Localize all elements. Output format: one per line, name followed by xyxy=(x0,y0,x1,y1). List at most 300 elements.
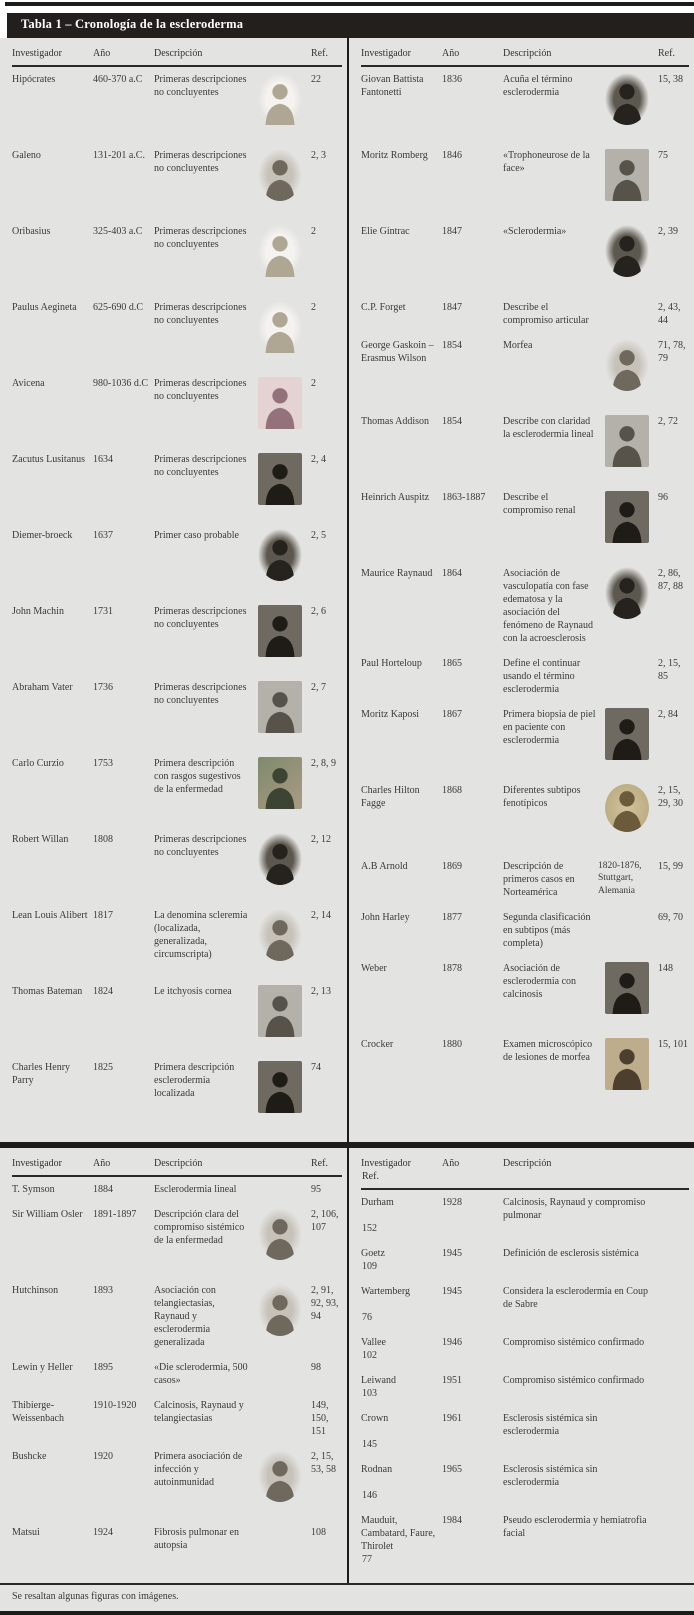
table-row xyxy=(361,703,689,779)
ref-cell: 22 xyxy=(311,74,321,85)
portrait-silhouette-icon xyxy=(263,611,297,657)
ref-cell: 152 xyxy=(362,1223,377,1234)
description-cell: Primeras descripciones no concluyentes xyxy=(154,834,247,858)
quadrant-rows xyxy=(361,68,689,1109)
year-cell: 1824 xyxy=(93,986,113,997)
ref-cell: 146 xyxy=(362,1490,377,1501)
year-cell: 1865 xyxy=(442,658,462,669)
year-cell: 325-403 a.C xyxy=(93,226,143,237)
extra-note-cell: 1820-1876, Stuttgart, Alemania xyxy=(598,861,642,896)
portrait-image-sepia xyxy=(605,1038,649,1090)
portrait-cell xyxy=(602,301,652,327)
investigator-cell: Weber xyxy=(361,963,387,974)
ref-cell: 2 xyxy=(311,226,316,237)
investigator-cell: Carlo Curzio xyxy=(12,758,64,769)
portrait-cell xyxy=(255,149,305,213)
ref-cell: 2, 8, 9 xyxy=(311,758,336,769)
portrait-silhouette-icon xyxy=(610,714,644,760)
column-header-investigator: Investigador xyxy=(12,48,62,59)
portrait-image-sketch xyxy=(258,73,302,125)
portrait-cell xyxy=(255,1399,305,1438)
investigator-cell: Lean Louis Alibert xyxy=(12,910,88,921)
year-cell: 1893 xyxy=(93,1285,113,1296)
investigator-cell: Vallee xyxy=(361,1337,386,1348)
ref-cell: 2, 39 xyxy=(658,226,678,237)
description-cell: Considera la esclerodermia en Coup de Sabre xyxy=(503,1286,648,1310)
description-cell: Calcinosis, Raynaud y telangiectasias xyxy=(154,1400,244,1424)
year-cell: 1877 xyxy=(442,912,462,923)
ref-cell: 2, 14 xyxy=(311,910,331,921)
column-header-description: Descripción xyxy=(503,1158,552,1169)
description-cell: Primera descripción esclerodermia localizada xyxy=(154,1062,235,1099)
portrait-cell xyxy=(602,657,652,696)
investigator-cell: Thomas Bateman xyxy=(12,986,83,997)
table-section-bottom xyxy=(0,1148,694,1583)
portrait-cell xyxy=(255,1183,305,1196)
portrait-image-vignette xyxy=(258,149,302,201)
year-cell: 1854 xyxy=(442,416,462,427)
investigator-cell: Rodnan xyxy=(361,1464,393,1475)
description-cell: Descripción clara del compromiso sistémico de la enfermedad xyxy=(154,1209,245,1246)
table-row xyxy=(361,486,689,562)
table-row xyxy=(361,144,689,220)
portrait-cell xyxy=(255,453,305,517)
table-row xyxy=(361,906,689,957)
quadrant-top-left xyxy=(0,38,347,1142)
column-header-year: Año xyxy=(442,1158,460,1169)
table-title: Tabla 1 – Cronología de la escleroderma xyxy=(21,17,244,31)
ref-cell: 96 xyxy=(658,492,668,503)
ref-cell: 95 xyxy=(311,1184,321,1195)
ref-cell: 2, 91, 92, 93, 94 xyxy=(311,1285,339,1322)
year-cell: 1847 xyxy=(442,302,462,313)
description-cell: Primera descripción con rasgos sugestivos de la enfermedad xyxy=(154,758,241,795)
ref-cell: 2, 86, 87, 88 xyxy=(658,568,683,592)
portrait-silhouette-icon xyxy=(263,459,297,505)
portrait-silhouette-icon xyxy=(263,231,297,277)
table-row xyxy=(12,1445,342,1521)
description-cell: Primeras descripciones no concluyentes xyxy=(154,74,247,98)
description-cell: Asociación de esclerodermia con calcinosis xyxy=(503,963,577,1000)
portrait-silhouette-icon xyxy=(263,155,297,201)
year-cell: 1864 xyxy=(442,568,462,579)
portrait-silhouette-icon xyxy=(610,79,644,125)
ref-cell: 2, 7 xyxy=(311,682,326,693)
portrait-image-sketch xyxy=(258,301,302,353)
ref-cell: 2 xyxy=(311,378,316,389)
table-row xyxy=(361,1242,689,1280)
year-cell: 1878 xyxy=(442,963,462,974)
table-row xyxy=(361,652,689,703)
ref-cell: 2, 15, 29, 30 xyxy=(658,785,683,809)
year-cell: 1951 xyxy=(442,1375,462,1386)
quadrant-rows xyxy=(361,1191,689,1573)
table-content xyxy=(0,38,694,1583)
year-cell: 1920 xyxy=(93,1451,113,1462)
year-cell: 625-690 d.C xyxy=(93,302,143,313)
table-section-top xyxy=(0,38,694,1142)
table-row xyxy=(361,779,689,855)
ref-cell: 2, 5 xyxy=(311,530,326,541)
portrait-cell xyxy=(602,962,652,1026)
year-cell: 1637 xyxy=(93,530,113,541)
portrait-cell xyxy=(255,1061,305,1125)
portrait-cell xyxy=(602,225,652,289)
ref-cell: 108 xyxy=(311,1527,326,1538)
table-row xyxy=(361,1458,689,1509)
quadrant-bottom-right xyxy=(347,1148,694,1583)
portrait-image-vignette xyxy=(605,339,649,391)
year-cell: 1634 xyxy=(93,454,113,465)
column-header-ref: Ref. xyxy=(311,48,328,59)
table-row xyxy=(12,980,342,1056)
ref-cell: 74 xyxy=(311,1062,321,1073)
table-row xyxy=(361,562,689,652)
description-cell: Descripción de primeros casos en Norteamérica xyxy=(503,861,575,898)
portrait-cell xyxy=(255,757,305,821)
investigator-cell: Galeno xyxy=(12,150,41,161)
investigator-cell: Heinrich Auspitz xyxy=(361,492,430,503)
table-footnote xyxy=(0,1583,694,1611)
portrait-cell xyxy=(255,909,305,973)
investigator-cell: Zacutus Lusitanus xyxy=(12,454,86,465)
column-header-investigator: Investigador xyxy=(361,48,411,59)
investigator-cell: Maurice Raynaud xyxy=(361,568,433,579)
investigator-cell: Crocker xyxy=(361,1039,394,1050)
ref-cell: 15, 101 xyxy=(658,1039,688,1050)
description-cell: Fibrosis pulmonar en autopsia xyxy=(154,1527,239,1551)
portrait-silhouette-icon xyxy=(263,1456,297,1502)
ref-cell: 75 xyxy=(658,150,668,161)
column-header-investigator: Investigador xyxy=(12,1158,62,1169)
investigator-cell: Sir William Osler xyxy=(12,1209,83,1220)
column-header-row xyxy=(12,38,342,67)
ref-cell: 76 xyxy=(362,1312,372,1323)
year-cell: 1961 xyxy=(442,1413,462,1424)
ref-cell: 2, 72 xyxy=(658,416,678,427)
portrait-silhouette-icon xyxy=(263,763,297,809)
portrait-silhouette-icon xyxy=(263,79,297,125)
portrait-cell xyxy=(255,1526,305,1552)
investigator-cell: Elie Gintrac xyxy=(361,226,410,237)
portrait-silhouette-icon xyxy=(263,307,297,353)
year-cell: 1817 xyxy=(93,910,113,921)
year-cell: 1847 xyxy=(442,226,462,237)
description-cell: Primeras descripciones no concluyentes xyxy=(154,682,247,706)
table-row xyxy=(12,372,342,448)
quadrant-bottom-left xyxy=(0,1148,347,1583)
investigator-cell: Abraham Vater xyxy=(12,682,73,693)
table-row xyxy=(361,1407,689,1458)
year-cell: 1910-1920 xyxy=(93,1400,137,1411)
portrait-image-photo-gray xyxy=(258,985,302,1037)
investigator-cell: Moritz Romberg xyxy=(361,150,428,161)
column-header-row xyxy=(361,38,689,67)
portrait-cell xyxy=(602,491,652,555)
portrait-silhouette-icon xyxy=(263,383,297,429)
table-row xyxy=(361,1191,689,1242)
portrait-cell xyxy=(657,1285,689,1311)
investigator-cell: Charles Henry Parry xyxy=(12,1062,71,1086)
ref-cell: 2, 43, 44 xyxy=(658,302,681,326)
portrait-image-photo-dark xyxy=(258,605,302,657)
portrait-image-sketch xyxy=(258,225,302,277)
portrait-image-vignette-dark xyxy=(605,567,649,619)
table-row xyxy=(12,68,342,144)
year-cell: 1753 xyxy=(93,758,113,769)
portrait-cell xyxy=(602,911,652,950)
investigator-cell: Durham xyxy=(361,1197,394,1208)
ref-cell: 145 xyxy=(362,1439,377,1450)
ref-cell: 2, 6 xyxy=(311,606,326,617)
column-header-ref: Ref. xyxy=(658,48,675,59)
table-row xyxy=(12,676,342,752)
description-cell: Examen microscópico de lesiones de morfea xyxy=(503,1039,593,1063)
table-row xyxy=(361,334,689,410)
portrait-image-color xyxy=(258,757,302,809)
portrait-cell xyxy=(255,985,305,1049)
portrait-cell xyxy=(657,1374,689,1387)
investigator-cell: Charles Hilton Fagge xyxy=(361,785,420,809)
portrait-cell xyxy=(657,1247,689,1260)
investigator-cell: Goetz xyxy=(361,1248,385,1259)
portrait-image-vignette-dark xyxy=(605,73,649,125)
description-cell: Primeras descripciones no concluyentes xyxy=(154,378,247,402)
portrait-image-oval-sepia xyxy=(605,784,649,832)
investigator-cell: Oribasius xyxy=(12,226,51,237)
ref-cell: 2, 15, 53, 58 xyxy=(311,1451,336,1475)
year-cell: 460-370 a.C xyxy=(93,74,143,85)
portrait-image-photo-dark xyxy=(258,1061,302,1113)
description-cell: Calcinosis, Raynaud y compromiso pulmonar xyxy=(503,1197,646,1221)
ref-cell: 2 xyxy=(311,302,316,313)
table-row xyxy=(361,1331,689,1369)
ref-cell: 109 xyxy=(362,1261,377,1272)
portrait-cell xyxy=(255,529,305,593)
portrait-cell xyxy=(255,225,305,289)
table-row xyxy=(12,1178,342,1203)
table-row xyxy=(12,1394,342,1445)
ref-cell: 2, 12 xyxy=(311,834,331,845)
description-cell: «Sclerodermia» xyxy=(503,226,567,237)
year-cell: 1854 xyxy=(442,340,462,351)
portrait-silhouette-icon xyxy=(610,968,644,1014)
column-header-image-spacer xyxy=(255,47,305,60)
investigator-cell: Thomas Addison xyxy=(361,416,430,427)
portrait-cell xyxy=(602,73,652,137)
table-row xyxy=(361,855,689,906)
table-row xyxy=(12,752,342,828)
table-row xyxy=(12,828,342,904)
year-cell: 1880 xyxy=(442,1039,462,1050)
table-row xyxy=(361,1509,689,1573)
description-cell: Esclerosis sistémica sin esclerodermia xyxy=(503,1413,598,1437)
portrait-image-vignette-dark xyxy=(258,529,302,581)
table-row xyxy=(361,68,689,144)
portrait-silhouette-icon xyxy=(610,421,644,467)
description-cell: Esclerosis sistémica sin esclerodermia xyxy=(503,1464,598,1488)
portrait-silhouette-icon xyxy=(610,497,644,543)
description-cell: La denomina scleremia (localizada, generalizada, circumscripta) xyxy=(154,910,248,960)
ref-cell: 71, 78, 79 xyxy=(658,340,686,364)
portrait-cell xyxy=(657,1463,689,1489)
table-row xyxy=(361,1280,689,1331)
top-rule xyxy=(5,2,694,6)
portrait-image-vignette xyxy=(258,1450,302,1502)
investigator-cell: Avicena xyxy=(12,378,45,389)
year-cell: 1884 xyxy=(93,1184,113,1195)
year-cell: 1867 xyxy=(442,709,462,720)
ref-cell: 15, 38 xyxy=(658,74,683,85)
year-cell: 1945 xyxy=(442,1248,462,1259)
portrait-cell xyxy=(255,605,305,669)
description-cell: Primer caso probable xyxy=(154,530,239,541)
portrait-cell xyxy=(602,708,652,772)
ref-cell: 77 xyxy=(362,1554,372,1565)
year-cell: 1984 xyxy=(442,1515,462,1526)
investigator-cell: Robert Willan xyxy=(12,834,69,845)
year-cell: 1846 xyxy=(442,150,462,161)
column-header-image-spacer xyxy=(255,1157,305,1170)
portrait-image-vignette xyxy=(258,1208,302,1260)
table-row xyxy=(361,220,689,296)
year-cell: 1869 xyxy=(442,861,462,872)
investigator-cell: Paul Horteloup xyxy=(361,658,422,669)
table-row xyxy=(12,296,342,372)
ref-cell: 98 xyxy=(311,1362,321,1373)
year-cell: 1965 xyxy=(442,1464,462,1475)
description-cell: Define el continuar usando el término esclerodermia xyxy=(503,658,581,695)
portrait-silhouette-icon xyxy=(610,573,644,619)
portrait-silhouette-icon xyxy=(263,687,297,733)
year-cell: 980-1036 d.C xyxy=(93,378,148,389)
investigator-cell: John Machin xyxy=(12,606,64,617)
portrait-cell xyxy=(255,681,305,745)
portrait-silhouette-icon xyxy=(263,1067,297,1113)
column-header-row xyxy=(12,1148,342,1177)
description-cell: «Trophoneurose de la face» xyxy=(503,150,590,174)
column-header-image-spacer xyxy=(657,1157,689,1170)
portrait-image-vignette-dark xyxy=(258,833,302,885)
portrait-image-photo-gray xyxy=(605,415,649,467)
table-row xyxy=(361,296,689,334)
portrait-cell xyxy=(255,1284,305,1349)
column-header-year: Año xyxy=(442,48,460,59)
quadrant-top-right xyxy=(347,38,694,1142)
portrait-image-vignette xyxy=(258,1284,302,1336)
description-cell: Definición de esclerosis sistémica xyxy=(503,1248,639,1259)
portrait-silhouette-icon xyxy=(610,786,644,832)
investigator-cell: Mauduit, Cambatard, Faure, Thirolet xyxy=(361,1515,436,1552)
portrait-silhouette-icon xyxy=(263,535,297,581)
portrait-silhouette-icon xyxy=(263,915,297,961)
description-cell: Primera asociación de infección y autoinmunidad xyxy=(154,1451,243,1488)
table-row xyxy=(12,144,342,220)
table-row xyxy=(12,220,342,296)
table-row xyxy=(12,1056,342,1132)
year-cell: 1945 xyxy=(442,1286,462,1297)
description-cell: Compromiso sistémico confirmado xyxy=(503,1337,645,1348)
ref-cell: 2, 106, 107 xyxy=(311,1209,339,1233)
portrait-image-photo-dark xyxy=(605,962,649,1014)
ref-cell: 69, 70 xyxy=(658,912,683,923)
portrait-image-vignette-dark xyxy=(605,225,649,277)
portrait-cell xyxy=(657,1514,689,1553)
year-cell: 1891-1897 xyxy=(93,1209,137,1220)
column-header-ref: Ref. xyxy=(362,1171,379,1182)
investigator-cell: George Gaskoin – Erasmus Wilson xyxy=(361,340,434,364)
ref-cell: 102 xyxy=(362,1350,377,1361)
ref-cell: 15, 99 xyxy=(658,861,683,872)
column-header-row xyxy=(361,1148,689,1190)
portrait-cell xyxy=(255,1208,305,1272)
table-row xyxy=(361,410,689,486)
portrait-silhouette-icon xyxy=(263,1290,297,1336)
ref-cell: 2, 4 xyxy=(311,454,326,465)
table-row xyxy=(12,1356,342,1394)
year-cell: 1928 xyxy=(442,1197,462,1208)
portrait-image-photo-gray xyxy=(258,681,302,733)
portrait-cell xyxy=(602,784,652,848)
column-header-year: Año xyxy=(93,1158,111,1169)
year-cell: 1808 xyxy=(93,834,113,845)
description-cell: Pseudo esclerodermia y hemiatrofia facial xyxy=(503,1515,647,1539)
portrait-silhouette-icon xyxy=(610,231,644,277)
table-row xyxy=(12,524,342,600)
ref-cell: 149, 150, 151 xyxy=(311,1400,329,1437)
year-cell: 1863-1887 xyxy=(442,492,486,503)
description-cell: Primeras descripciones no concluyentes xyxy=(154,454,247,478)
table-row xyxy=(12,448,342,524)
table-row xyxy=(12,904,342,980)
description-cell: «Die sclerodermia, 500 casos» xyxy=(154,1362,248,1386)
table-row xyxy=(12,1279,342,1356)
column-header-image-spacer xyxy=(602,47,652,60)
investigator-cell: A.B Arnold xyxy=(361,861,408,872)
year-cell: 1836 xyxy=(442,74,462,85)
description-cell: Primeras descripciones no concluyentes xyxy=(154,302,247,326)
footnote-text: Se resaltan algunas figuras con imágenes. xyxy=(12,1591,179,1602)
table-row xyxy=(361,957,689,1033)
description-cell: Describe el compromiso renal xyxy=(503,492,576,516)
investigator-cell: John Harley xyxy=(361,912,410,923)
investigator-cell: Crown xyxy=(361,1413,389,1424)
investigator-cell: Hipócrates xyxy=(12,74,56,85)
portrait-silhouette-icon xyxy=(610,155,644,201)
table-title-bar xyxy=(7,13,694,38)
description-cell: Primeras descripciones no concluyentes xyxy=(154,606,247,630)
portrait-cell xyxy=(602,339,652,403)
ref-cell: 103 xyxy=(362,1388,377,1399)
portrait-cell xyxy=(602,1038,652,1102)
table-row xyxy=(12,1203,342,1279)
year-cell: 1736 xyxy=(93,682,113,693)
column-header-description: Descripción xyxy=(503,48,552,59)
investigator-cell: Diemer-broeck xyxy=(12,530,73,541)
ref-cell: 2, 3 xyxy=(311,150,326,161)
portrait-image-photo-dark xyxy=(605,491,649,543)
table-row xyxy=(361,1369,689,1407)
column-header-investigator: Investigador xyxy=(361,1158,411,1169)
description-cell: Esclerodermia lineal xyxy=(154,1184,237,1195)
investigator-cell: Lewin y Heller xyxy=(12,1362,73,1373)
year-cell: 1895 xyxy=(93,1362,113,1373)
portrait-image-photo-dark xyxy=(258,453,302,505)
description-cell: Describe el compromiso articular xyxy=(503,302,589,326)
portrait-silhouette-icon xyxy=(263,991,297,1037)
investigator-cell: Hutchinson xyxy=(12,1285,59,1296)
year-cell: 1924 xyxy=(93,1527,113,1538)
